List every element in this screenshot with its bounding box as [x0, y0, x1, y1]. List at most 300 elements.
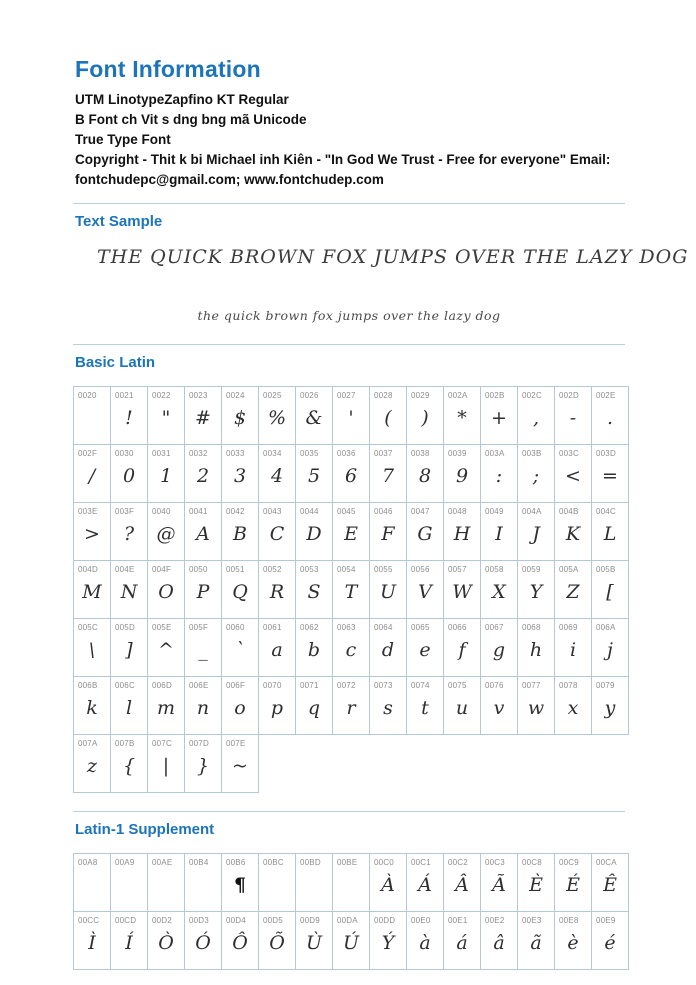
codepoint-label: 0049	[485, 507, 504, 516]
glyph: ]	[125, 639, 133, 661]
glyph: g	[492, 639, 506, 661]
glyph-cell	[443, 386, 481, 445]
codepoint-label: 00DD	[374, 916, 396, 925]
codepoint-label: 0069	[559, 623, 578, 632]
codepoint-label: 0040	[152, 507, 171, 516]
glyph: @	[156, 523, 176, 545]
glyph: .	[606, 407, 614, 429]
glyph-cell	[591, 560, 629, 619]
glyph-cell	[554, 853, 592, 912]
glyph-cell	[184, 911, 222, 970]
codepoint-label: 0077	[522, 681, 541, 690]
codepoint-label: 0031	[152, 449, 171, 458]
codepoint-label: 006C	[115, 681, 135, 690]
codepoint-label: 00E8	[559, 916, 579, 925]
glyph-cell	[295, 618, 333, 677]
glyph-cell	[295, 444, 333, 503]
codepoint-label: 0064	[374, 623, 393, 632]
glyph: r	[346, 697, 356, 719]
codepoint-label: 00A9	[115, 858, 135, 867]
glyph-cell	[221, 618, 259, 677]
glyph-cell	[591, 386, 629, 445]
glyph-cell	[517, 560, 555, 619]
glyph-cell	[517, 853, 555, 912]
codepoint-label: 0028	[374, 391, 393, 400]
codepoint-label: 003E	[78, 507, 98, 516]
codepoint-label: 0044	[300, 507, 319, 516]
codepoint-label: 0038	[411, 449, 430, 458]
glyph: s	[383, 697, 393, 719]
sample-text-uppercase: THE QUICK BROWN FOX JUMPS OVER THE LAZY DOG	[97, 246, 689, 268]
codepoint-label: 0058	[485, 565, 504, 574]
glyph-cell	[517, 386, 555, 445]
codepoint-label: 0037	[374, 449, 393, 458]
glyph: 8	[418, 465, 432, 487]
glyph-cell	[554, 676, 592, 735]
glyph-cell	[221, 734, 259, 793]
glyph: Õ	[269, 932, 285, 954]
glyph: 5	[307, 465, 321, 487]
glyph-cell	[258, 560, 296, 619]
glyph: W	[452, 581, 472, 603]
codepoint-label: 002C	[522, 391, 542, 400]
text-sample-heading: Text Sample	[75, 213, 163, 230]
glyph-cell	[406, 502, 444, 561]
glyph-cell	[554, 444, 592, 503]
glyph: x	[567, 697, 579, 719]
glyph: Ù	[305, 932, 322, 954]
glyph-cell	[406, 560, 444, 619]
codepoint-label: 002D	[559, 391, 579, 400]
glyph: [	[606, 581, 614, 603]
glyph: U	[379, 581, 396, 603]
codepoint-label: 00D3	[189, 916, 209, 925]
glyph: ¶	[233, 874, 247, 896]
glyph: V	[418, 581, 432, 603]
glyph-cell	[369, 560, 407, 619]
glyph-row	[73, 561, 629, 619]
codepoint-label: 00E1	[448, 916, 468, 925]
glyph-cell	[73, 560, 111, 619]
glyph-cell	[406, 444, 444, 503]
glyph: ,	[532, 407, 540, 429]
font-copyright-line: Copyright - Thit k bi Michael inh Kiên - "In God We Trust - Free for everyone" Email: fontchudepc@gmail.com; www.fontchudep.com	[75, 152, 611, 187]
glyph: 7	[381, 465, 395, 487]
glyph: 2	[196, 465, 210, 487]
glyph: /	[88, 465, 96, 487]
codepoint-label: 002A	[448, 391, 468, 400]
glyph: O	[158, 581, 174, 603]
codepoint-label: 0027	[337, 391, 356, 400]
glyph-row	[73, 677, 629, 735]
glyph-cell	[73, 911, 111, 970]
glyph-cell	[110, 560, 148, 619]
basic-latin-heading: Basic Latin	[75, 354, 156, 371]
glyph: k	[86, 697, 98, 719]
glyph-cell	[591, 676, 629, 735]
glyph: B	[233, 523, 247, 545]
codepoint-label: 00BD	[300, 858, 321, 867]
codepoint-label: 0043	[263, 507, 282, 516]
codepoint-label: 003A	[485, 449, 505, 458]
glyph: ^	[158, 639, 174, 661]
codepoint-label: 007B	[115, 739, 135, 748]
codepoint-label: 0034	[263, 449, 282, 458]
codepoint-label: 00E3	[522, 916, 542, 925]
glyph: \	[88, 639, 96, 661]
font-details-block	[75, 90, 627, 190]
glyph: m	[156, 697, 176, 719]
glyph: 1	[159, 465, 173, 487]
glyph: N	[120, 581, 138, 603]
glyph-cell	[295, 911, 333, 970]
glyph-cell	[332, 386, 370, 445]
glyph: É	[566, 874, 580, 896]
glyph: ;	[532, 465, 540, 487]
codepoint-label: 0061	[263, 623, 282, 632]
glyph-cell	[221, 676, 259, 735]
glyph-cell	[295, 853, 333, 912]
glyph: j	[607, 639, 613, 661]
glyph: Ô	[232, 932, 248, 954]
glyph-cell	[443, 560, 481, 619]
codepoint-label: 0053	[300, 565, 319, 574]
glyph: "	[161, 407, 171, 429]
codepoint-label: 007D	[189, 739, 209, 748]
codepoint-label: 002E	[596, 391, 616, 400]
glyph-cell	[443, 911, 481, 970]
glyph: {	[122, 755, 136, 777]
codepoint-label: 0050	[189, 565, 208, 574]
codepoint-label: 00C3	[485, 858, 505, 867]
codepoint-label: 0065	[411, 623, 430, 632]
codepoint-label: 0025	[263, 391, 282, 400]
glyph: X	[492, 581, 506, 603]
basic-latin-glyph-table	[73, 386, 629, 793]
glyph-cell	[443, 502, 481, 561]
glyph-cell	[73, 734, 111, 793]
codepoint-label: 0073	[374, 681, 393, 690]
glyph: =	[602, 465, 618, 487]
glyph-cell	[554, 560, 592, 619]
glyph-row	[73, 853, 629, 912]
glyph: >	[84, 523, 100, 545]
glyph-cell	[110, 676, 148, 735]
codepoint-label: 00E9	[596, 916, 616, 925]
glyph-cell	[332, 444, 370, 503]
glyph-cell	[147, 853, 185, 912]
glyph-cell	[332, 676, 370, 735]
glyph-cell	[258, 386, 296, 445]
glyph: C	[269, 523, 285, 545]
glyph: Á	[418, 874, 432, 896]
codepoint-label: 0032	[189, 449, 208, 458]
glyph-cell	[591, 618, 629, 677]
glyph: <	[565, 465, 581, 487]
glyph-cell	[591, 502, 629, 561]
codepoint-label: 005F	[189, 623, 209, 632]
codepoint-label: 0051	[226, 565, 245, 574]
codepoint-label: 004F	[152, 565, 172, 574]
codepoint-label: 0039	[448, 449, 467, 458]
glyph-cell	[221, 560, 259, 619]
glyph: A	[196, 523, 210, 545]
glyph: H	[453, 523, 471, 545]
glyph-cell	[369, 618, 407, 677]
codepoint-label: 004E	[115, 565, 135, 574]
codepoint-label: 00E0	[411, 916, 431, 925]
glyph: P	[196, 581, 210, 603]
codepoint-label: 0042	[226, 507, 245, 516]
glyph-cell	[221, 502, 259, 561]
codepoint-label: 0076	[485, 681, 504, 690]
codepoint-label: 002B	[485, 391, 505, 400]
codepoint-label: 0030	[115, 449, 134, 458]
codepoint-label: 006F	[226, 681, 246, 690]
codepoint-label: 0041	[189, 507, 208, 516]
glyph: â	[493, 932, 505, 954]
glyph-cell	[147, 911, 185, 970]
glyph: D	[306, 523, 322, 545]
glyph: i	[569, 639, 577, 661]
codepoint-label: 005A	[559, 565, 579, 574]
glyph-cell	[258, 444, 296, 503]
codepoint-label: 007E	[226, 739, 246, 748]
glyph: q	[307, 697, 321, 719]
codepoint-label: 00BC	[263, 858, 284, 867]
glyph: Ì	[88, 932, 96, 954]
glyph-cell	[480, 676, 518, 735]
glyph: )	[421, 407, 429, 429]
codepoint-label: 00DA	[337, 916, 358, 925]
glyph: +	[491, 407, 507, 429]
glyph: È	[529, 874, 543, 896]
glyph: G	[417, 523, 433, 545]
codepoint-label: 00B6	[226, 858, 246, 867]
glyph-cell	[258, 502, 296, 561]
glyph: :	[495, 465, 503, 487]
glyph-cell	[443, 853, 481, 912]
glyph-cell	[258, 853, 296, 912]
glyph-cell	[221, 911, 259, 970]
codepoint-label: 0026	[300, 391, 319, 400]
glyph-cell	[110, 911, 148, 970]
glyph-cell	[406, 386, 444, 445]
glyph: Z	[566, 581, 580, 603]
glyph-cell	[110, 618, 148, 677]
glyph-cell	[295, 386, 333, 445]
glyph-cell	[184, 386, 222, 445]
glyph: }	[196, 755, 210, 777]
glyph-cell	[147, 618, 185, 677]
glyph-cell	[184, 618, 222, 677]
glyph-cell	[221, 386, 259, 445]
glyph: !	[125, 407, 133, 429]
glyph: _	[198, 639, 208, 661]
codepoint-label: 0046	[374, 507, 393, 516]
glyph: z	[86, 755, 97, 777]
glyph-cell	[591, 444, 629, 503]
glyph: E	[344, 523, 358, 545]
glyph: `	[235, 639, 245, 661]
glyph-cell	[73, 386, 111, 445]
glyph: l	[125, 697, 133, 719]
glyph: 4	[270, 465, 284, 487]
glyph-cell	[554, 911, 592, 970]
section-divider	[73, 344, 625, 345]
codepoint-label: 00D5	[263, 916, 283, 925]
codepoint-label: 0068	[522, 623, 541, 632]
glyph: c	[345, 639, 357, 661]
glyph-cell	[406, 618, 444, 677]
glyph-cell	[517, 502, 555, 561]
codepoint-label: 0036	[337, 449, 356, 458]
glyph-cell	[73, 676, 111, 735]
glyph-cell	[184, 502, 222, 561]
glyph-cell	[406, 853, 444, 912]
codepoint-label: 00D2	[152, 916, 172, 925]
glyph-cell	[221, 444, 259, 503]
codepoint-label: 0029	[411, 391, 430, 400]
glyph: |	[162, 755, 170, 777]
codepoint-label: 0079	[596, 681, 615, 690]
glyph-cell	[554, 502, 592, 561]
glyph: À	[381, 874, 395, 896]
glyph-cell	[480, 386, 518, 445]
codepoint-label: 00CA	[596, 858, 617, 867]
glyph-row	[73, 386, 629, 445]
codepoint-label: 0045	[337, 507, 356, 516]
codepoint-label: 005D	[115, 623, 135, 632]
codepoint-label: 005C	[78, 623, 98, 632]
glyph: à	[419, 932, 431, 954]
glyph: $	[233, 407, 247, 429]
font-name-line: UTM LinotypeZapfino KT Regular	[75, 92, 289, 107]
glyph-row	[73, 619, 629, 677]
codepoint-label: 00C0	[374, 858, 394, 867]
glyph: Ó	[195, 932, 211, 954]
glyph-cell	[295, 676, 333, 735]
codepoint-label: 00C9	[559, 858, 579, 867]
glyph-cell	[221, 853, 259, 912]
glyph: -	[569, 407, 577, 429]
codepoint-label: 00BE	[337, 858, 358, 867]
codepoint-label: 005B	[596, 565, 616, 574]
glyph-cell	[480, 560, 518, 619]
glyph: n	[196, 697, 210, 719]
codepoint-label: 00CD	[115, 916, 137, 925]
codepoint-label: 006A	[596, 623, 616, 632]
codepoint-label: 003F	[115, 507, 135, 516]
glyph-cell	[147, 560, 185, 619]
glyph-cell	[517, 618, 555, 677]
glyph-cell	[258, 676, 296, 735]
glyph-cell	[258, 911, 296, 970]
glyph: Ú	[342, 932, 359, 954]
codepoint-label: 0048	[448, 507, 467, 516]
codepoint-label: 0052	[263, 565, 282, 574]
codepoint-label: 0070	[263, 681, 282, 690]
glyph: T	[344, 581, 358, 603]
codepoint-label: 00CC	[78, 916, 100, 925]
codepoint-label: 00C1	[411, 858, 431, 867]
codepoint-label: 0062	[300, 623, 319, 632]
glyph-cell	[147, 734, 185, 793]
glyph: v	[493, 697, 505, 719]
codepoint-label: 00C2	[448, 858, 468, 867]
glyph: t	[421, 697, 429, 719]
codepoint-label: 00D9	[300, 916, 320, 925]
glyph-cell	[184, 676, 222, 735]
glyph-cell	[369, 444, 407, 503]
glyph-cell	[480, 444, 518, 503]
glyph: 0	[122, 465, 136, 487]
glyph: Q	[232, 581, 248, 603]
glyph-cell	[110, 853, 148, 912]
glyph: Í	[125, 932, 133, 954]
glyph: o	[234, 697, 246, 719]
glyph-cell	[480, 618, 518, 677]
codepoint-label: 0063	[337, 623, 356, 632]
glyph: w	[527, 697, 545, 719]
glyph-row	[73, 503, 629, 561]
glyph: Â	[455, 874, 469, 896]
glyph-cell	[480, 853, 518, 912]
glyph: K	[565, 523, 581, 545]
glyph-cell	[295, 502, 333, 561]
glyph: f	[458, 639, 466, 661]
glyph: u	[455, 697, 469, 719]
glyph: (	[384, 407, 392, 429]
codepoint-label: 006E	[189, 681, 209, 690]
codepoint-label: 0057	[448, 565, 467, 574]
glyph: y	[604, 697, 616, 719]
glyph-cell	[517, 911, 555, 970]
font-type-line: True Type Font	[75, 132, 171, 147]
glyph-cell	[147, 502, 185, 561]
sample-text-lowercase: the quick brown fox jumps over the lazy dog	[197, 308, 501, 323]
codepoint-label: 0078	[559, 681, 578, 690]
glyph-cell	[369, 911, 407, 970]
codepoint-label: 00AE	[152, 858, 173, 867]
codepoint-label: 0067	[485, 623, 504, 632]
glyph: *	[457, 407, 467, 429]
glyph: e	[419, 639, 431, 661]
glyph-cell	[73, 444, 111, 503]
codepoint-label: 0056	[411, 565, 430, 574]
codepoint-label: 003B	[522, 449, 542, 458]
glyph-cell	[517, 676, 555, 735]
glyph-cell	[406, 676, 444, 735]
glyph: ã	[530, 932, 542, 954]
glyph: 3	[233, 465, 247, 487]
glyph: p	[270, 697, 284, 719]
codepoint-label: 007C	[152, 739, 172, 748]
codepoint-label: 002F	[78, 449, 98, 458]
glyph-cell	[258, 618, 296, 677]
codepoint-label: 0066	[448, 623, 467, 632]
glyph-cell	[369, 502, 407, 561]
codepoint-label: 0054	[337, 565, 356, 574]
glyph-cell	[369, 386, 407, 445]
glyph: '	[348, 407, 354, 429]
glyph: á	[456, 932, 468, 954]
glyph-row	[73, 912, 629, 970]
glyph: è	[567, 932, 579, 954]
glyph-cell	[517, 444, 555, 503]
glyph-cell	[554, 618, 592, 677]
glyph-cell	[184, 734, 222, 793]
